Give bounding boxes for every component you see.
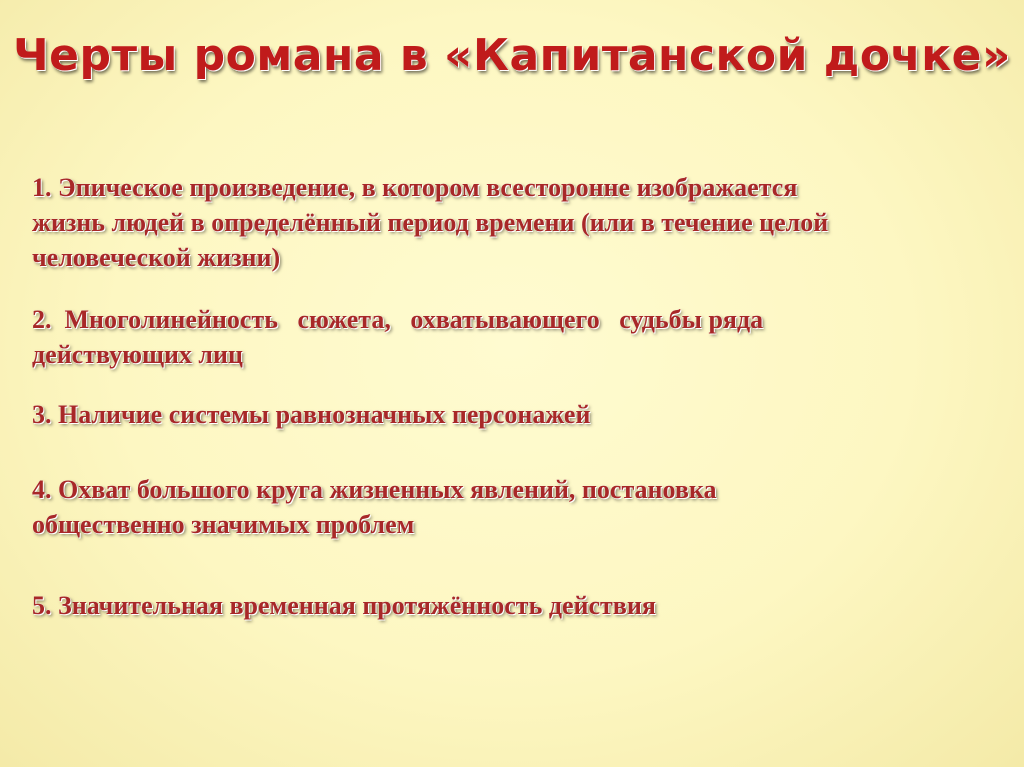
- list-item-2-line-2: действующих лиц: [32, 340, 243, 369]
- list-item-1-line-2: жизнь людей в определённый период времени (или в течение целой: [32, 208, 829, 237]
- slide-title: Черты романа в «Капитанской дочке»: [13, 30, 1011, 81]
- list-item-4-line-1: 4. Охват большого круга жизненных явлений, постановка: [32, 475, 717, 504]
- list-item-4: [32, 472, 892, 542]
- list-item-2: [32, 302, 892, 372]
- list-item-1-line-1: 1. Эпическое произведение, в котором всесторонне изображается: [32, 173, 798, 202]
- list-item-5: [32, 588, 932, 623]
- list-item-3-line-1: 3. Наличие системы равнозначных персонажей: [32, 400, 591, 429]
- list-item-1-line-3: человеческой жизни): [32, 243, 281, 272]
- list-item-4-line-2: общественно значимых проблем: [32, 510, 415, 539]
- list-item-5-line-1: 5. Значительная временная протяжённость действия: [32, 591, 656, 620]
- list-item-2-line-1: 2. Многолинейность сюжета, охватывающего судьбы ряда: [32, 305, 764, 334]
- list-item-3: [32, 397, 932, 432]
- list-item-1: [32, 170, 972, 275]
